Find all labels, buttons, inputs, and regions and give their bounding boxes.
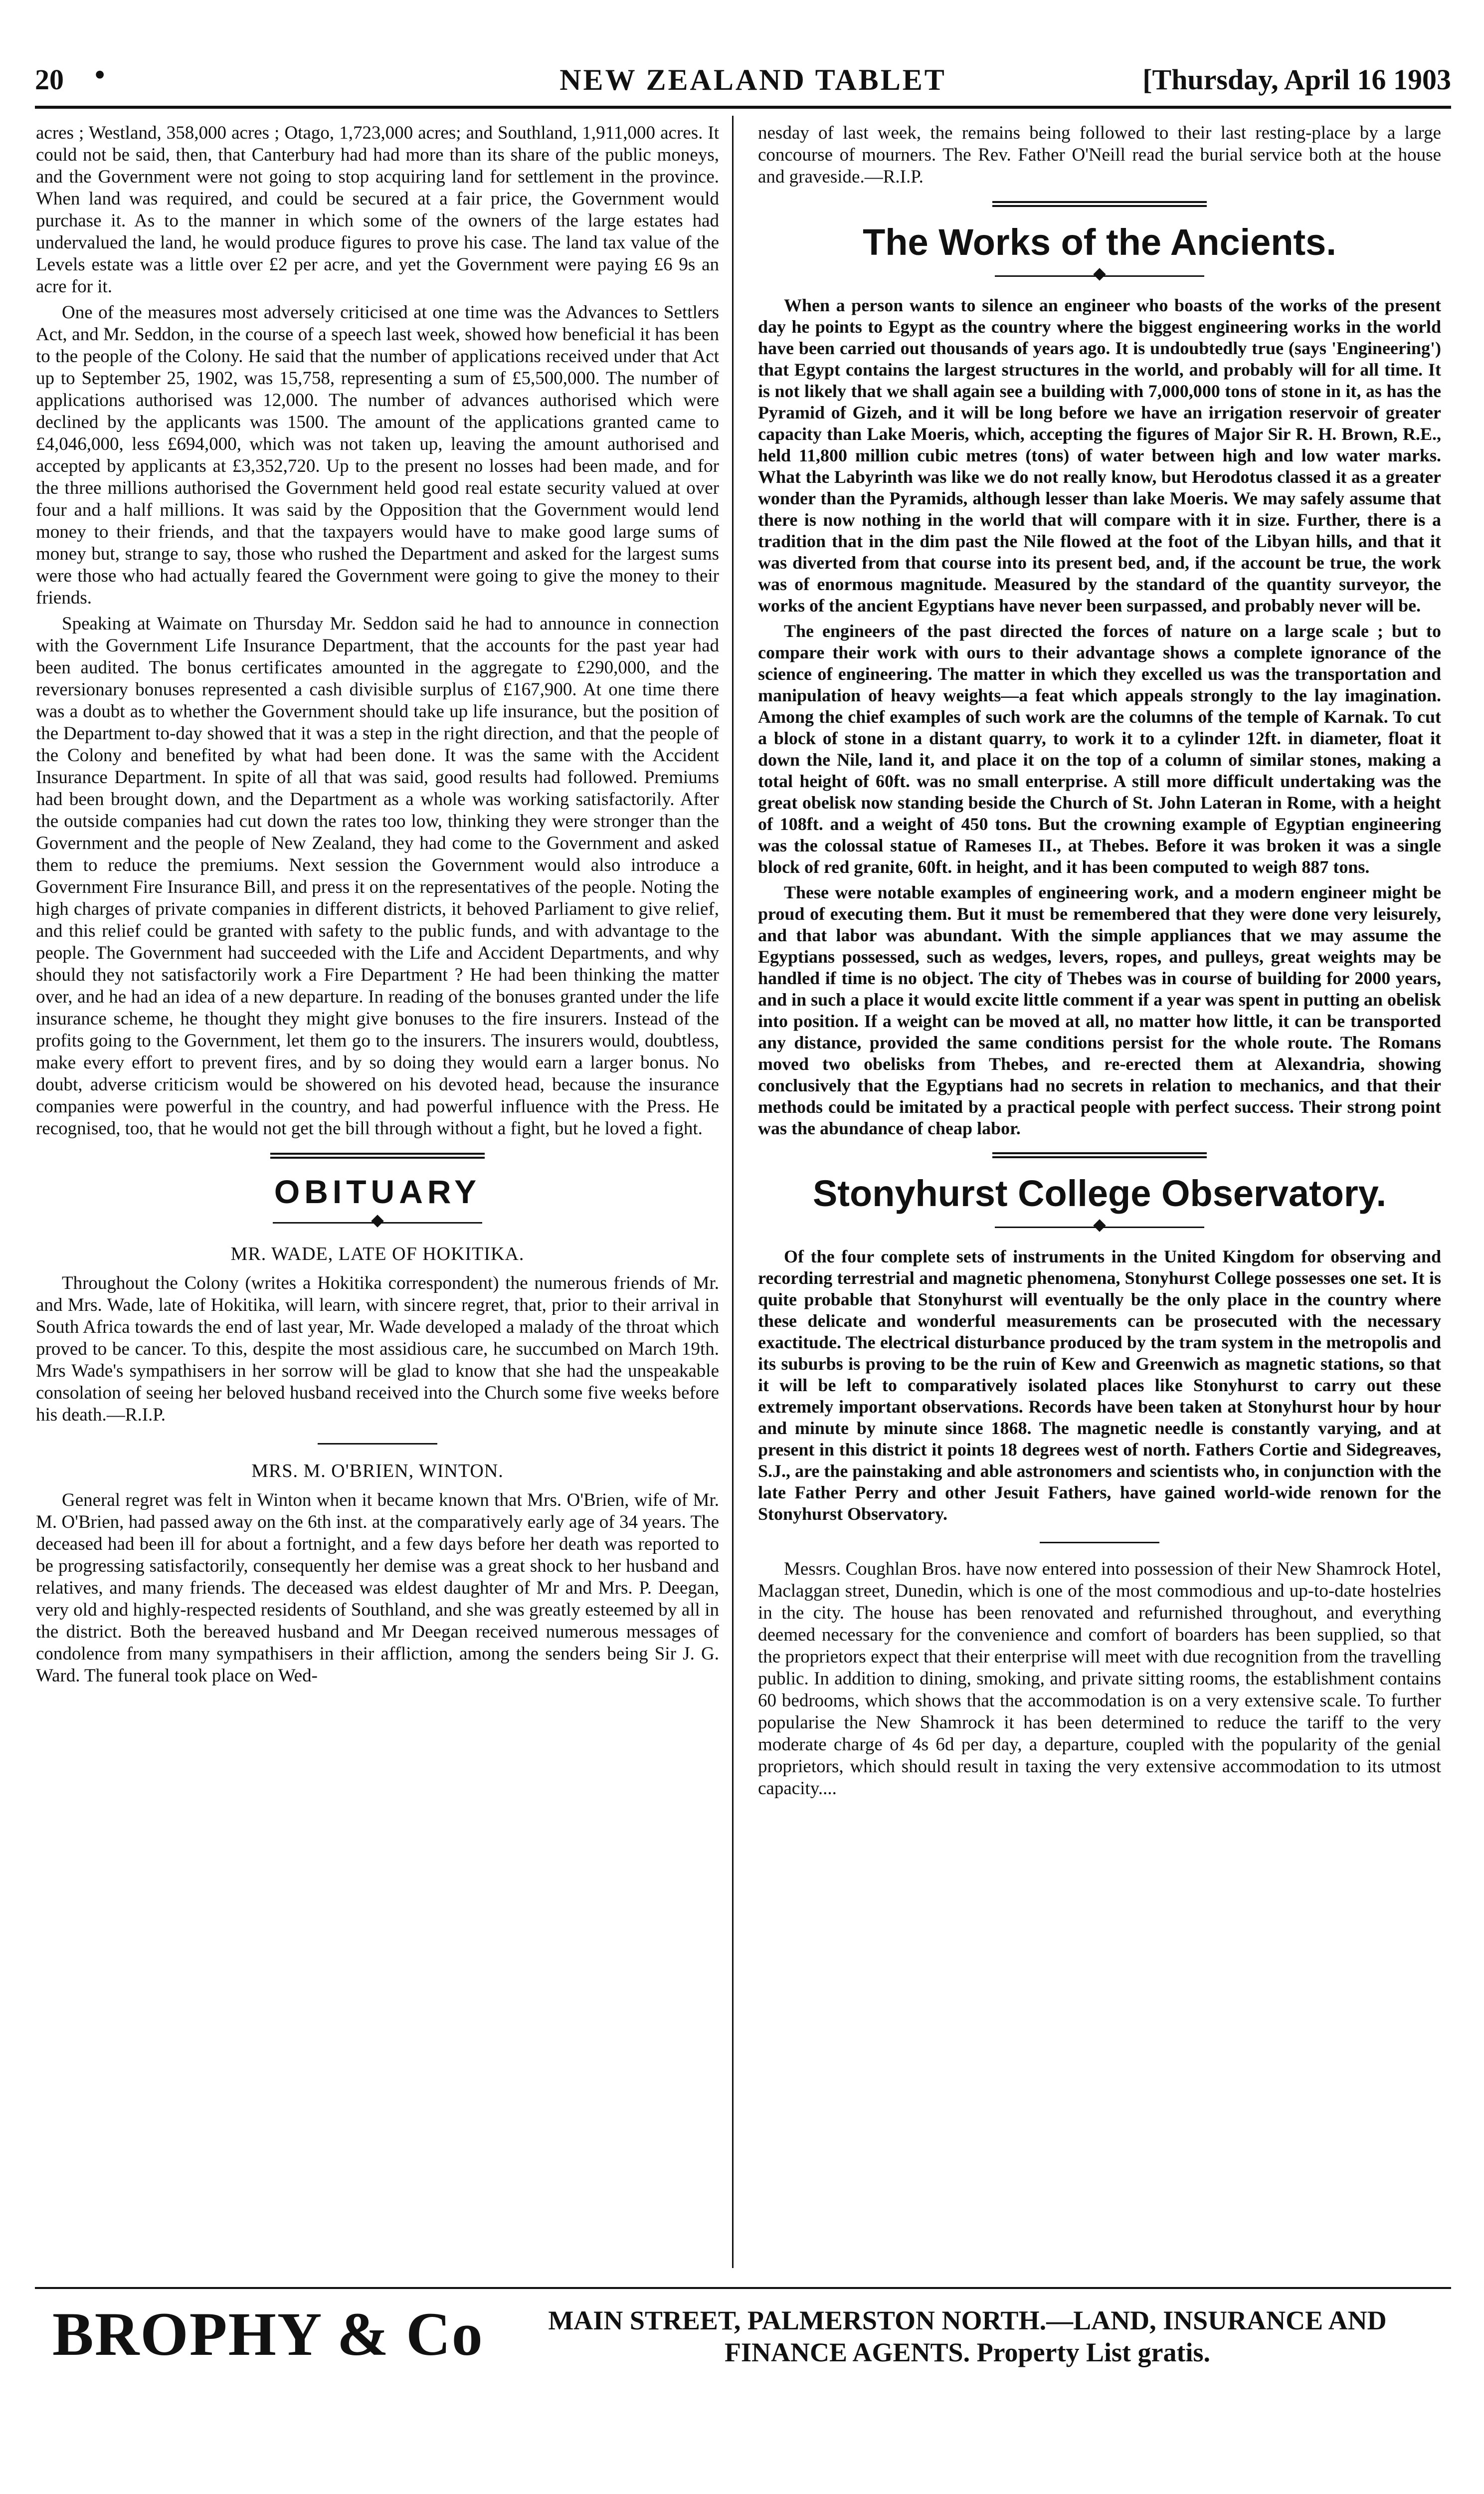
advertiser-name: BROPHY & Co bbox=[52, 2300, 484, 2368]
header-bullet: • bbox=[95, 58, 105, 91]
short-separator bbox=[1040, 1542, 1159, 1543]
page-number: 20 bbox=[35, 63, 64, 96]
ornament-rule bbox=[273, 1217, 482, 1230]
diamond-ornament-icon bbox=[371, 1215, 383, 1227]
ornament-rule bbox=[995, 1221, 1204, 1234]
article-paragraph: These were notable examples of engineering work, and a modern engineer might be proud of executing them. But it must be remembered that they were done very leisurely, and that labor was abundant. With the simple appliances that we may assume the Egyptians possessed, such as wedges, levers, ropes, and pulleys, great weights may be handled if time is no object. The city of Thebes was in course of building for 2000 years, and in such a place it would excite little comment if a year was spent in putting an obelisk into position. If a weight can be moved at all, no matter how little, it can be transported any distance, provided the same conditions persist for the whole route. The Romans moved two obelisks from Thebes, and re-erected them at Alexandria, showing conclusively that the Egyptians had no secrets in relation to mechanics, and that their methods could be imitated by a practical people with perfect success. Their strong point was the abundance of cheap labor. bbox=[758, 882, 1441, 1138]
ornament-rule bbox=[995, 270, 1204, 283]
ad-line: FINANCE AGENTS. Property List gratis. bbox=[724, 2337, 1210, 2367]
short-separator bbox=[318, 1443, 437, 1445]
article-paragraph: Messrs. Coughlan Bros. have now entered into possession of their New Shamrock Hotel, Maclaggan street, Dunedin, which is one of the most commodious and up-to-date hostelries in the city. The house has been renovated and refurnished throughout, and everything deemed necessary for the convenience and comfort of boarders has been supplied, so that the proprietors expect that their enterprise will meet with due recognition from the travelling public. In addition to dining, smoking, and private sitting rooms, the establishment contains 60 bedrooms, which shows that the accommodation is on a very extensive scale. To further popularise the New Shamrock it has been determined to reduce the tariff to the very moderate charge of 4s 6d per day, a departure, coupled with the popularity of the genial proprietors, which should result in taxing the very extensive accommodation to its utmost capacity.... bbox=[758, 1559, 1441, 1799]
article-paragraph: Speaking at Waimate on Thursday Mr. Seddon said he had to announce in connection with the Government Life Insurance Department, that the accounts for the past year had been audited. The bonus certificates amounted in the aggregate to £290,000, and the reversionary bonuses represented a cash divisible surplus of £167,900. At one time there was a doubt as to whether the Government should take up life insurance, but the position of the Department to-day showed that it was a step in the right direction, and that the people of the Colony and benefited by what had been done. It was the same with the Accident Insurance Department. In spite of all that was said, good results had followed. Premiums had been brought down, and the Department as a whole was working satisfactorily. After the outside companies had cut down the rates too low, thinking they were stronger than the Government and the people of New Zealand, they had come to the Government and asked them to reduce the premiums. Next session the Government would also introduce a Government Fire Insurance Bill, and press it on the representatives of the people. Noting the high charges of private companies in different districts, it behoved Parliament to give relief, and this relief could be granted with safety to the public funds, and with advantage to the people. The Government had succeeded with the Life and Accident Departments, and why should they not satisfactorily work a Fire Department ? He had been thinking the matter over, and he had an idea of a new departure. In reading of the bonuses granted under the life insurance scheme, he thought they might give bonuses to the fire insurers. Instead of the profits going to the Government, let them go to the insurers. The insurers would, doubtless, make every effort to prevent fires, and by so doing they would earn a larger bonus. No doubt, adverse criticism would be showered on his devoted head, because the insurance companies were powerful in the country, and had powerful influence with the Press. He recognised, too, that he would not get the bill through without a fight, but he loved a fight. bbox=[36, 614, 719, 1139]
article-paragraph: Of the four complete sets of instruments in the United Kingdom for observing and recording terrestrial and magnetic phenomena, Stonyhurst College possesses one set. It is quite probable that Stonyhurst will eventually be the only place in the country where these delicate and wonderful measurements can be prosecuted with the necessary exactitude. The electrical disturbance produced by the tram system in the metropolis and its suburbs is proving to be the ruin of Kew and Greenwich as magnetic stations, so that it will be left to comparatively isolated places like Stonyhurst to carry out these extremely important observations. Records have been taken at Stonyhurst hour by hour and minute by minute since 1868. The magnetic needle is constantly varying, and at present in this district it points 18 degrees west of north. Fathers Cortie and Sidegreaves, S.J., are the painstaking and able astronomers and scientists who, in conjunction with the late Father Perry and other Jesuit Fathers, have gained world-wide renown for the Stonyhurst Observatory. bbox=[758, 1247, 1441, 1524]
obituary-title: OBITUARY bbox=[274, 1173, 481, 1210]
ad-line: MAIN STREET, PALMERSTON NORTH.—LAND, INSURANCE AND bbox=[548, 2305, 1387, 2335]
article-paragraph: One of the measures most adversely criticised at one time was the Advances to Settlers Act, and Mr. Seddon, in the course of a speech last week, showed how beneficial it has been to the people of the Colony. He said that the number of applications received under that Act up to September 25, 1902, was 15,758, representing a sum of £5,500,000. The number of applications authorised was 12,000. The number of advances authorised which were declined by the applicants was 1500. The amount of the applications granted came to £4,046,000, less £694,000, which was not taken up, leaving the amount authorised and accepted by applicants at £3,352,720. Up to the present no losses had been made, and for the three millions authorised the Government held good real estate security valued at over four and a half millions. It was said by the Opposition that the Government would lend money to their friends, and that the taxpayers would have to make good large sums of money but, strange to say, those who rushed the Department and asked for the largest sums were those who had actually feared the Government were going to give the money to their friends. bbox=[36, 302, 719, 608]
obituary-text: General regret was felt in Winton when it became known that Mrs. O'Brien, wife of Mr. M. O'Brien, had passed away on the 6th inst. at the comparatively early age of 34 years. The deceased had been ill for about a fortnight, and a few days before her death was reported to be progressing satisfactorily, consequently her demise was a great shock to her husband and relatives, and many friends. The deceased was eldest daughter of Mr and Mrs. P. Deegan, very old and highly-respected residents of Southland, and she was greatly esteemed by all in the district. Both the bereaved husband and Mr Deegan received numerous messages of condolence from many sympathisers in their affliction, among the senders being Sir J. G. Ward. The funeral took place on Wed- bbox=[36, 1490, 719, 1686]
section-separator bbox=[270, 1153, 485, 1159]
footer-rule bbox=[35, 2287, 1451, 2289]
article-body bbox=[758, 295, 1441, 1139]
diamond-ornament-icon bbox=[1093, 1219, 1106, 1232]
issue-date: [Thursday, April 16 1903 bbox=[1142, 63, 1451, 96]
article-paragraph: The engineers of the past directed the forces of nature on a large scale ; but to compare their work with ours to their advantage shows a complete ignorance of the science of engineering. The matter in which they excelled us was the transportation and manipulation of heavy weights—a feat which appeals strongly to the lay imagination. Among the chief examples of such work are the columns of the temple of Karnak. To cut a block of stone in a distant quarry, to work it to a cylinder 12ft. in diameter, float it down the Nile, land it, and place it on the top of a column of similar stones, making a total height of 60ft. was no small enterprise. A still more difficult undertaking was the great obelisk now standing beside the Church of St. John Lateran in Rome, with a height of 108ft. and a weight of 450 tons. But the crowning example of Egyptian engineering was the colossal statue of Rameses II., at Thebes. Before it was broken it was a single block of red granite, 60ft. in height, and it has been computed to weigh 887 tons. bbox=[758, 621, 1441, 877]
obituary-heading: MR. WADE, LATE OF HOKITIKA. bbox=[230, 1244, 525, 1264]
diamond-ornament-icon bbox=[1093, 268, 1106, 280]
advertisement-text bbox=[499, 2304, 1436, 2368]
right-column bbox=[758, 122, 1441, 1800]
article-paragraph: When a person wants to silence an engineer who boasts of the works of the present day he points to Egypt as the country where the biggest engineering works in the world have been carried out thousands of years ago. It is undoubtedly true (says 'Engineering') that Egypt contains the largest structures in the world, and probably will for all time. It is not likely that we shall again see a building with 7,000,000 tons of stone in it, as has the Pyramid of Gizeh, and it will be long before we have an irrigation reservoir of greater capacity than Lake Moeris, which, accepting the figures of Major Sir R. H. Brown, R.E., held 11,800 million cubic metres (tons) of water between high and low water marks. What the Labyrinth was like we do not really know, but Herodotus classed it as a greater wonder than the Pyramids, although lesser than lake Moeris. We may safely assume that there is now nothing in the world that will compare with it in size. Further, there is a tradition that in the dim past the Nile flowed at the foot of the Libyan hills, and that it was diverted from that course into its present bed, and, if the account be true, the work was of enormous magnitude. Measured by the standard of the quantity surveyor, the works of the ancient Egyptians have never been surpassed, and probably never will be. bbox=[758, 295, 1441, 616]
obituary-text: Throughout the Colony (writes a Hokitika correspondent) the numerous friends of Mr. and Mrs. Wade, late of Hokitika, will learn, with sincere regret, that, prior to their arrival in South Africa towards the end of last year, Mr. Wade developed a malady of the throat which proved to be cancer. To this, despite the most assidious care, he succumbed on March 19th. Mrs Wade's sympathisers in her sorrow will be glad to know that she had the unspeakable consolation of seeing her beloved husband received into the Church some five weeks before his death.—R.I.P. bbox=[36, 1273, 719, 1425]
article-title: Stonyhurst College Observatory. bbox=[813, 1173, 1386, 1214]
section-separator bbox=[992, 1152, 1207, 1158]
article-title: The Works of the Ancients. bbox=[863, 221, 1336, 263]
section-separator bbox=[992, 201, 1207, 207]
publication-title: NEW ZEALAND TABLET bbox=[559, 63, 946, 96]
header-rule bbox=[35, 106, 1451, 109]
article-body bbox=[758, 1246, 1441, 1525]
article-paragraph: nesday of last week, the remains being followed to their last resting-place by a large concourse of mourners. The Rev. Father O'Neill read the burial service both at the house and graveside.—R.I.P. bbox=[758, 123, 1441, 187]
article-paragraph: acres ; Westland, 358,000 acres ; Otago, 1,723,000 acres; and Southland, 1,911,000 acres. It could not be said, then, that Canterbury had had more than its share of the public moneys, and the Government were not going to stop acquiring land for settlement in the province. When land was required, and could be secured at a fair price, the Government would purchase it. As to the manner in which some of the owners of the large estates had undervalued the land, he would produce figures to prove his case. The land tax value of the Levels estate was a little over £2 per acre, and yet the Government were paying £6 9s an acre for it. bbox=[36, 123, 719, 297]
obituary-heading: MRS. M. O'BRIEN, WINTON. bbox=[251, 1460, 504, 1481]
left-column bbox=[36, 122, 719, 1687]
column-divider bbox=[732, 116, 734, 2268]
